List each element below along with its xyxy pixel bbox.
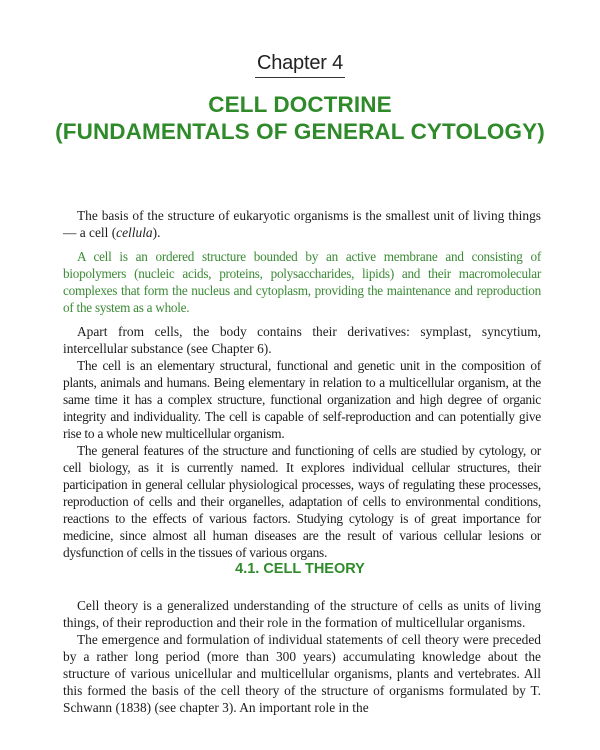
derivatives-paragraph: Apart from cells, the body contains their derivatives: symplast, syncytium, intercellular substance (see Chapter 6).: [63, 324, 541, 356]
chapter-title-line1: CELL DOCTRINE: [208, 92, 392, 117]
intro-paragraph-text: The basis of the structure of eukaryotic organisms is the smallest unit of living things — a cell (: [63, 208, 541, 240]
intro-paragraph: [63, 207, 541, 241]
chapter-title-line2: (FUNDAMENTALS OF GENERAL CYTOLOGY): [55, 119, 545, 144]
chapter-number: Chapter 4: [255, 52, 345, 78]
cell-theory-section: [63, 597, 541, 716]
elementary-unit-paragraph: The cell is an elementary structural, functional and genetic unit in the composition of plants, animals and humans. Being elementary in relation to a multicellular organism, at the same time it has a complex structure, functional organization and high degree of organic integrity and individuality. The cell is capable of self-reproduction and can potentially give rise to a whole new multicellular organism.: [63, 358, 541, 441]
chapter-title: [0, 91, 600, 145]
intro-section: [63, 207, 541, 561]
cytology-paragraph: The general features of the structure and functioning of cells are studied by cytology, or cell biology, as it is currently named. It explores individual cellular structures, their participation in general cellular physiological processes, ways of regulating these processes, reproduction of cells and their organelles, adaptation of cells to environmental conditions, reactions to the effects of various factors. Studying cytology is of great importance for medicine, since almost all human diseases are the result of various cellular lesions or dysfunction of cells in the tissues of various organs.: [63, 443, 541, 560]
cell-theory-paragraph-1: Cell theory is a generalized understanding of the structure of cells as units of living things, of their reproduction and their role in the formation of multicellular organisms.: [63, 598, 541, 630]
chapter-label: [0, 52, 600, 78]
section-heading: 4.1. CELL THEORY: [235, 561, 365, 577]
intro-paragraph-italic: cellula: [116, 225, 153, 240]
intro-paragraph-end: ).: [152, 225, 161, 240]
cell-theory-paragraph-2: The emergence and formulation of individual statements of cell theory were preceded by a rather long period (more than 300 years) accumulating knowledge about the structure of various unicellular and multicellular organisms, plants and vertebrates. All this formed the basis of the cell theory of the structure of organisms formulated by T. Schwann (1838) (see chapter 3). An important role in the: [63, 632, 541, 715]
cell-definition: A cell is an ordered structure bounded by an active membrane and consisting of biopolymers (nucleic acids, proteins, polysaccharides, lipids) and their macromolecular complexes that form the nucleus and cytoplasm, providing the maintenance and reproduction of the system as a whole.: [63, 249, 541, 315]
